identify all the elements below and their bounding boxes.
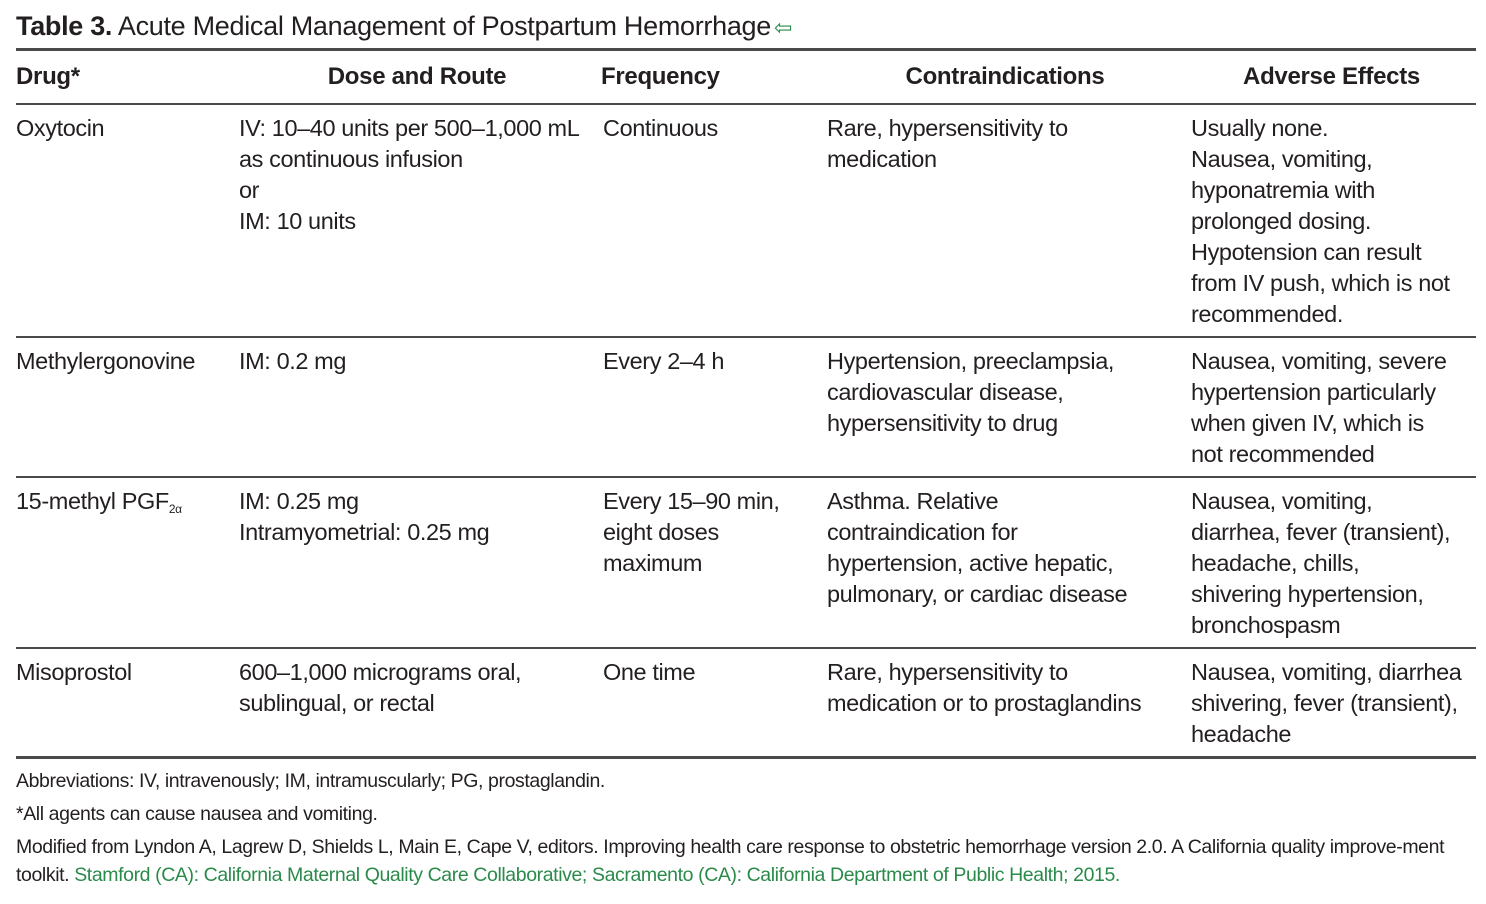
header-drug: Drug* xyxy=(16,51,235,104)
cell-drug: Methylergonovine xyxy=(16,337,235,477)
source-text: Modified from Lyndon A, Lagrew D, Shields L, Main E, Cape V, editors. Improving health care response to obstetric hemorrhage version 2.0. A California quality improve-ment toolkit. xyxy=(16,836,1445,886)
drug-subscript: 2α xyxy=(168,502,182,516)
cell-adverse-effects: Nausea, vomiting, diarrhea shivering, fever (transient), headache xyxy=(1187,648,1476,758)
cell-adverse-effects: Usually none. Nausea, vomiting, hyponatremia with prolonged dosing. Hypotension can result from IV push, which is not recommended. xyxy=(1187,104,1476,337)
cell-contraindications: Asthma. Relative contraindication for hypertension, active hepatic, pulmonary, or cardiac disease xyxy=(823,477,1187,648)
asterisk-note: *All agents can cause nausea and vomiting. xyxy=(16,803,378,825)
cell-contraindications: Rare, hypersensitivity to medication xyxy=(823,104,1187,337)
cell-frequency: Continuous xyxy=(599,104,823,337)
cell-adverse-effects: Nausea, vomiting, diarrhea, fever (transient), headache, chills, shivering hypertension, bronchospasm xyxy=(1187,477,1476,648)
back-arrow-icon[interactable]: ⇦ xyxy=(774,15,793,40)
cell-frequency: Every 15–90 min, eight doses maximum xyxy=(599,477,823,648)
source-link[interactable]: Stamford (CA): California Maternal Quality Care Collaborative; Sacramento (CA): California Department of Public Health; 2015. xyxy=(74,864,1120,886)
header-adverse-effects: Adverse Effects xyxy=(1187,51,1476,104)
header-frequency: Frequency xyxy=(599,51,823,104)
table-row xyxy=(16,337,1476,477)
table-title xyxy=(16,8,1476,48)
table-title-label: Table 3. xyxy=(16,11,113,41)
cell-frequency: One time xyxy=(599,648,823,758)
cell-drug: Oxytocin xyxy=(16,104,235,337)
header-contraindications: Contraindications xyxy=(823,51,1187,104)
cell-frequency: Every 2–4 h xyxy=(599,337,823,477)
table-row xyxy=(16,648,1476,758)
cell-drug: Misoprostol xyxy=(16,648,235,758)
cell-contraindications: Rare, hypersensitivity to medication or to prostaglandins xyxy=(823,648,1187,758)
header-row xyxy=(16,51,1476,104)
abbreviations-note: Abbreviations: IV, intravenously; IM, intramuscularly; PG, prostaglandin. xyxy=(16,770,605,792)
drug-table xyxy=(16,51,1476,759)
cell-dose: IV: 10–40 units per 500–1,000 mL as continuous infusion or IM: 10 units xyxy=(235,104,599,337)
header-dose: Dose and Route xyxy=(235,51,599,104)
cell-dose: 600–1,000 micrograms oral, sublingual, or rectal xyxy=(235,648,599,758)
cell-contraindications: Hypertension, preeclampsia, cardiovascular disease, hypersensitivity to drug xyxy=(823,337,1187,477)
table-notes xyxy=(16,767,1476,889)
drug-name: 15-methyl PGF xyxy=(16,488,169,514)
table-row xyxy=(16,104,1476,337)
source-note xyxy=(16,833,1476,889)
table-row xyxy=(16,477,1476,648)
table-title-text: Acute Medical Management of Postpartum Hemorrhage xyxy=(117,11,771,41)
cell-drug xyxy=(16,477,235,648)
cell-dose: IM: 0.2 mg xyxy=(235,337,599,477)
cell-adverse-effects: Nausea, vomiting, severe hypertension particularly when given IV, which is not recommended xyxy=(1187,337,1476,477)
table-figure xyxy=(16,8,1476,894)
cell-dose: IM: 0.25 mg Intramyometrial: 0.25 mg xyxy=(235,477,599,648)
